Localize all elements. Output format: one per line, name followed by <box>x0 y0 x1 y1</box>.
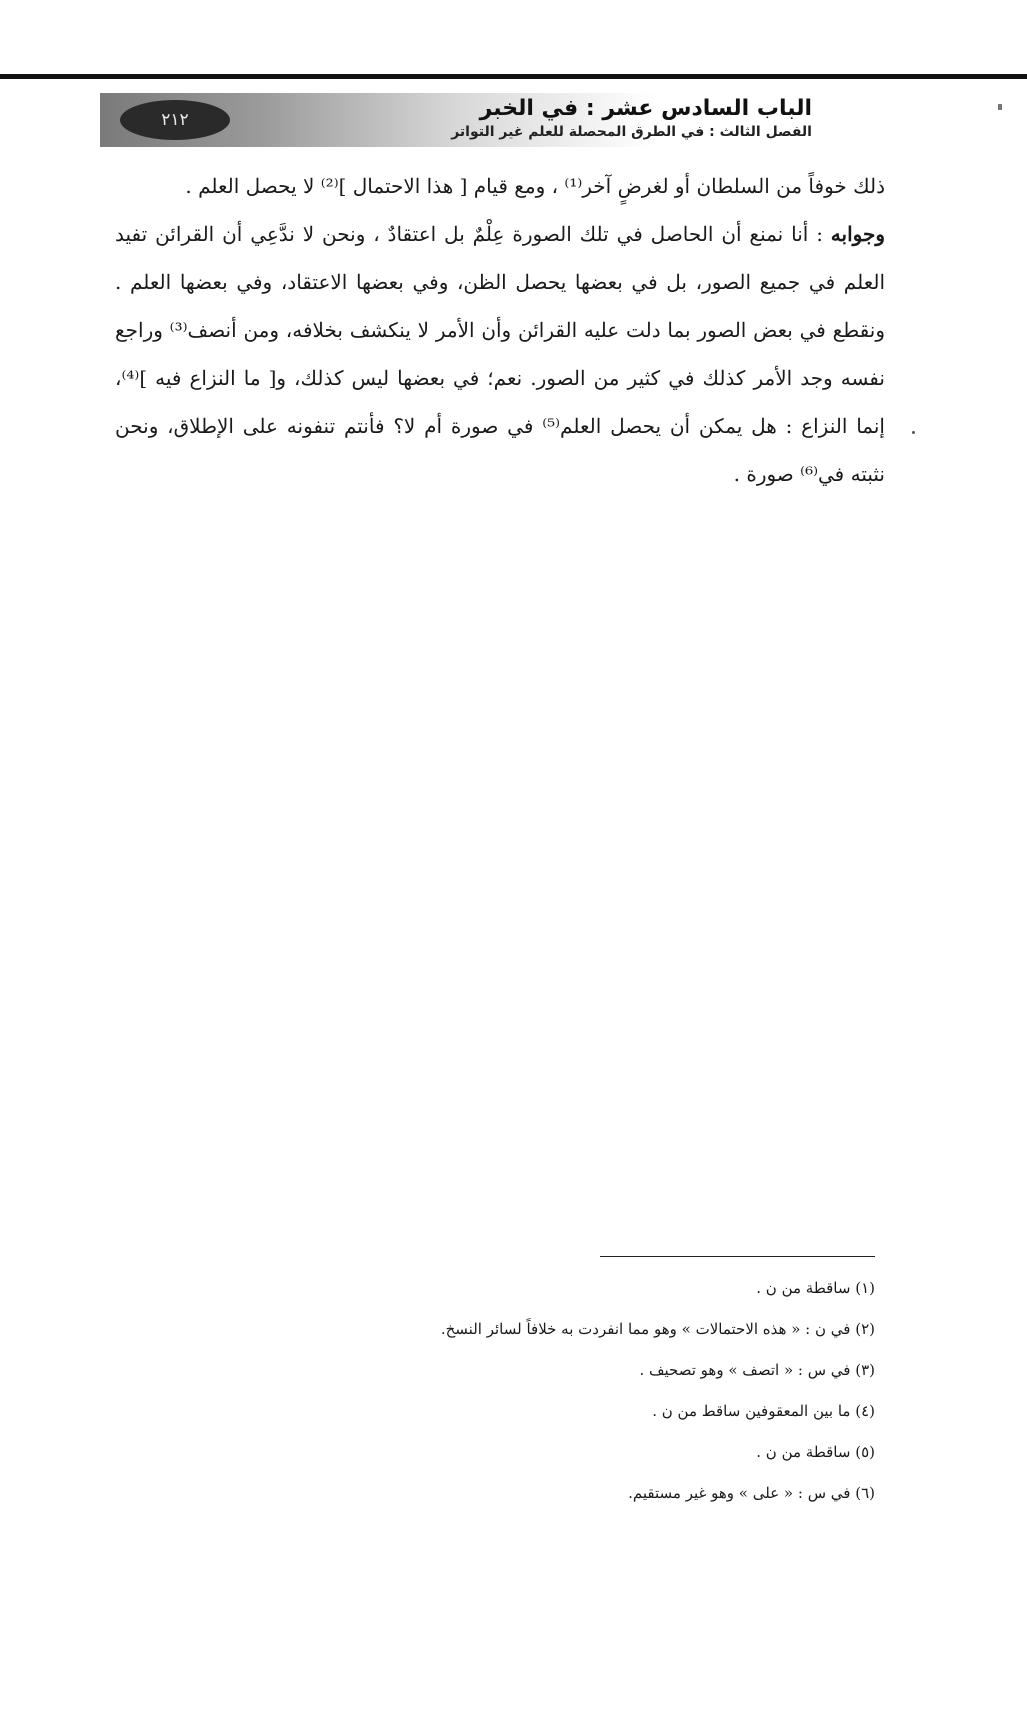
footnote-separator <box>600 1256 875 1257</box>
footnote: (٢) في ن : « هذه الاحتمالات » وهو مما انفردت به خلافاً لسائر النسخ. <box>440 1320 875 1338</box>
paragraph <box>115 210 885 498</box>
footnote: (٣) في س : « اتصف » وهو تصحيف . <box>639 1361 875 1379</box>
lead-word: وجوابه <box>830 222 885 246</box>
paragraph: ذلك خوفاً من السلطان أو لغرضٍ آخر⁽¹⁾ ، ومع قيام [ هذا الاحتمال ]⁽²⁾ لا يحصل العلم . <box>185 174 885 198</box>
running-header <box>451 95 812 141</box>
section-subtitle: الفصل الثالث : في الطرق المحصلة للعلم غير التواتر <box>451 124 812 140</box>
footnote: (٦) في س : « على » وهو غير مستقيم. <box>628 1484 875 1502</box>
margin-dot <box>912 431 915 434</box>
footnote: (١) ساقطة من ن . <box>756 1279 875 1297</box>
main-text <box>115 162 885 498</box>
margin-mark <box>998 104 1002 110</box>
chapter-title: الباب السادس عشر : في الخبر <box>479 96 812 121</box>
paragraph-text: : أنا نمنع أن الحاصل في تلك الصورة عِلْمٌ بل اعتقادٌ ، ونحن لا ندَّعِي أن القرائن تفيد العلم في جميع الصور، بل في بعضها يحصل الظن، وفي بعضها الاعتقاد، وفي بعضها العلم . ونقطع في بعض الصور بما دلت عليه القرائن وأن الأمر لا ينكشف بخلافه، ومن أنصف⁽³⁾ وراجع نفسه وجد الأمر كذلك في كثير من الصور. نعم؛ في بعضها ليس كذلك، و[ ما النزاع فيه ]⁽⁴⁾، إنما النزاع : هل يمكن أن يحصل العلم⁽⁵⁾ في صورة أم لا؟ فأنتم تنفونه على الإطلاق، ونحن نثبته في⁽⁶⁾ صورة . <box>115 222 885 486</box>
footnote: (٤) ما بين المعقوفين ساقط من ن . <box>652 1402 875 1420</box>
footnote: (٥) ساقطة من ن . <box>756 1443 875 1461</box>
footnotes <box>155 1268 875 1514</box>
page-number: ٢١٢ <box>161 110 189 130</box>
top-rule <box>0 74 1027 79</box>
page-number-badge <box>120 100 230 140</box>
